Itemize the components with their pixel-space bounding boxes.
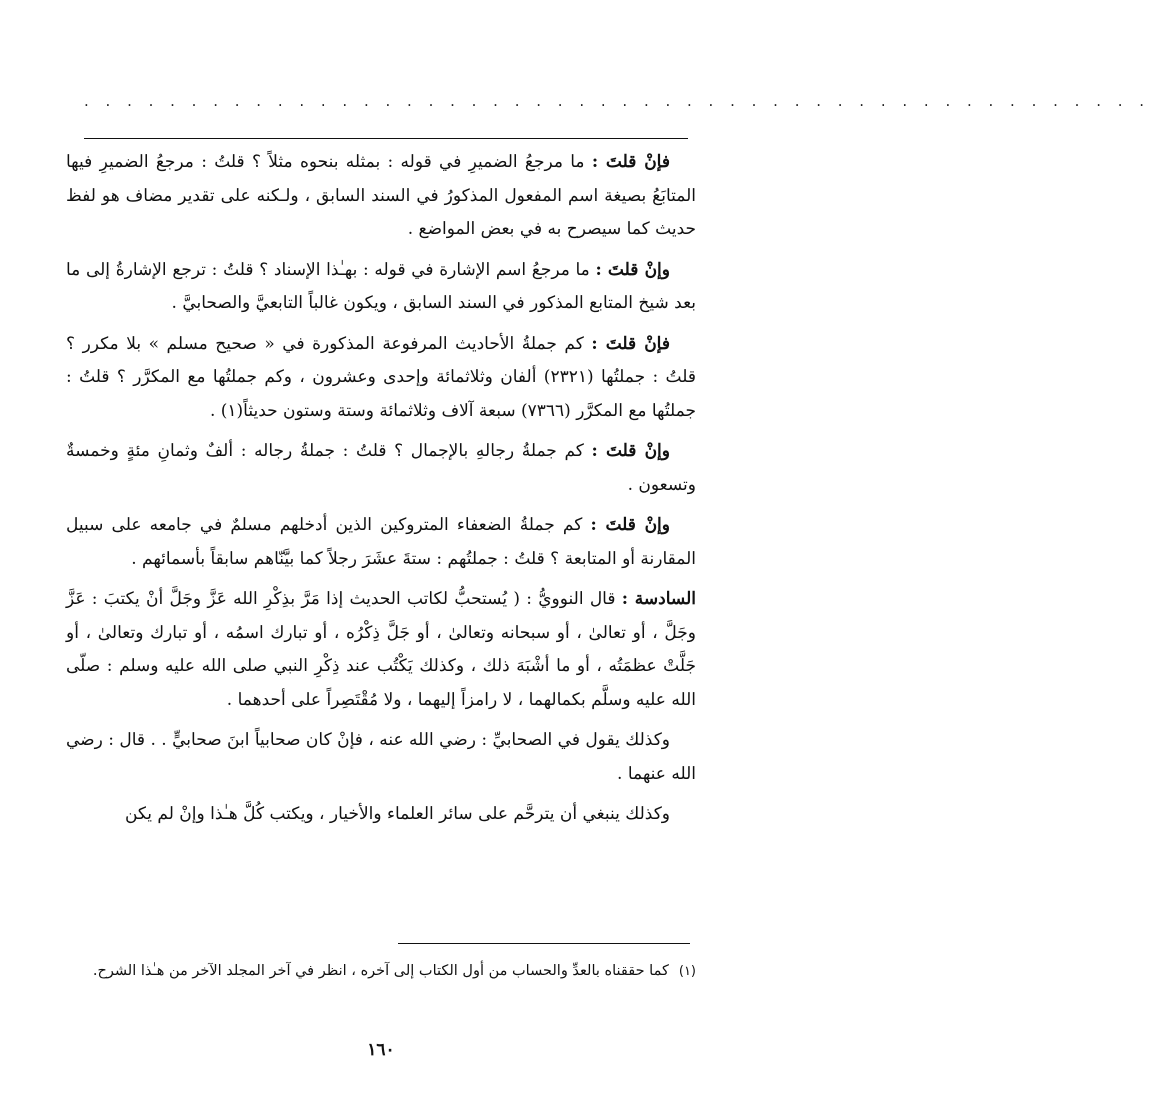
paragraph-lead: وإنْ قلتَ :	[591, 441, 670, 461]
paragraph-7	[66, 724, 696, 791]
paragraph-6	[66, 583, 696, 717]
header-rule	[84, 138, 688, 139]
paragraph-text: قال النوويُّ : ( يُستحبُّ لكاتب الحديث إذا مَرَّ بذِكْرِ الله عَزَّ وجَلَّ أنْ يكتبَ : عَزَّ وجَلَّ ، أو تعالىٰ ، أو سبحانه وتعالىٰ ، أو جَلَّ ذِكْرُه ، أو تبارك اسمُه ، أو تبارك وتعالىٰ ، أو جَلَّتْ عظمَتُه ، أو ما أشْبَهَ ذلك ، وكذلك يَكْتُب عند ذِكْرِ النبي صلى الله عليه وسلم : صلّى الله عليه وسلَّم بكمالهما ، لا رامزاً إليهما ، ولا مُقْتَصِراً على أحدهما .	[66, 589, 696, 710]
main-text	[66, 146, 696, 839]
paragraph-text: كم جملةُ الأحاديث المرفوعة المذكورة في « صحيح مسلم » بلا مكرر ؟ قلتُ : جملتُها (٢٣٢١) ألفان وثلاثمائة وإحدى وعشرون ، وكم جملتُها مع المكرَّر ؟ قلتُ : جملتُها مع المكرَّر (٧٣٦٦) سبعة آلاف وثلاثمائة وستة وستون حديثاً(١) .	[66, 333, 696, 421]
paragraph-text: كم جملةُ رجالهِ بالإجمال ؟ قلتُ : جملةُ رجاله : ألفٌ وثمانِ مئةٍ وخمسةٌ وتسعون .	[66, 441, 696, 495]
paragraph-text: وكذلك يقول في الصحابيِّ : رضي الله عنه ، فإنْ كان صحابياً ابنَ صحابيٍّ . . قال : رضي الله عنهما .	[66, 730, 696, 784]
paragraph-1	[66, 146, 696, 247]
paragraph-lead: وإنْ قلتَ :	[590, 515, 670, 535]
paragraph-text: ما مرجعُ اسم الإشارة في قوله : بهـٰذا الإسناد ؟ قلتُ : ترجع الإشارةُ إلى ما بعد شيخ المتابع المذكور في السند السابق ، ويكون غالباً التابعيَّ والصحابيَّ .	[66, 259, 696, 313]
paragraph-8	[66, 798, 696, 832]
paragraph-lead: فإنْ قلتَ :	[591, 152, 670, 172]
header-dotted-line: . . . . . . . . . . . . . . . . . . . . . . . . . . . . . . . . . . . . . . . . . . . . . . . . . .	[84, 92, 1150, 110]
paragraph-lead: وإنْ قلتَ :	[595, 259, 670, 280]
footnote-number: (١)	[678, 964, 696, 979]
paragraph-lead: السادسة :	[621, 589, 696, 609]
footnote-rule	[398, 943, 690, 944]
paragraph-text: كم جملةُ الضعفاء المتروكين الذين أدخلهم مسلمٌ في جامعه على سبيل المقارنة أو المتابعة ؟ قلتُ : جملتُهم : ستةَ عشَرَ رجلاً كما بيَّنّاهم سابقاً بأسمائهم .	[66, 515, 696, 569]
paragraph-text: وكذلك ينبغي أن يترحَّم على سائر العلماء والأخيار ، ويكتب كُلَّ هـٰذا وإنْ لم يكن	[124, 804, 670, 824]
paragraph-4	[66, 435, 696, 502]
paragraph-text: ما مرجعُ الضميرِ في قوله : بمثله بنحوه مثلاً ؟ قلتُ : مرجعُ الضميرِ فيها المتابَعُ بصيغة اسم المفعول المذكورُ في السند السابق ، ولـكنه على تقدير مضاف هو لفظ حديث كما سيصرح به في بعض المواضع .	[66, 152, 696, 239]
page-number: ١٦٠	[367, 1040, 395, 1060]
paragraph-3	[66, 328, 696, 429]
paragraph-2	[66, 254, 696, 321]
paragraph-5	[66, 509, 696, 576]
paragraph-lead: فإنْ قلتَ :	[591, 333, 670, 354]
footnote	[66, 958, 696, 985]
footnote-text: كما حققناه بالعدِّ والحساب من أول الكتاب إلى آخره ، انظر في آخر المجلد الآخر من هـٰذا الشرح.	[92, 963, 669, 979]
